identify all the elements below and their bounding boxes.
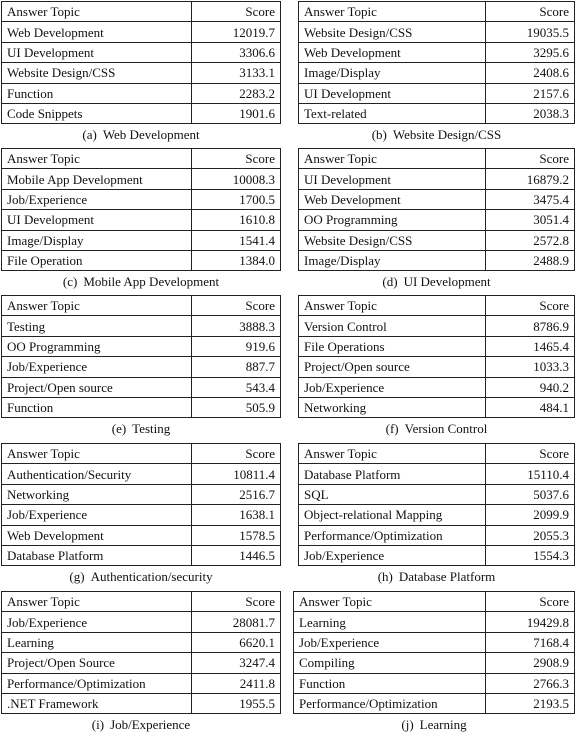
topic-table bbox=[1, 148, 281, 271]
topic-table bbox=[1, 1, 281, 124]
panel-i bbox=[1, 591, 281, 733]
table-row bbox=[2, 484, 281, 504]
cell-topic: Performance/Optimization bbox=[294, 693, 486, 713]
caption-title: Authentication/security bbox=[90, 569, 213, 585]
cell-score: 2099.9 bbox=[486, 505, 575, 525]
table-row bbox=[2, 336, 281, 356]
table-row bbox=[2, 464, 281, 484]
header-score: Score bbox=[192, 296, 281, 316]
header-answer-topic: Answer Topic bbox=[2, 2, 192, 22]
topic-table bbox=[298, 295, 575, 418]
cell-topic: UI Development bbox=[2, 210, 192, 230]
topic-table bbox=[298, 148, 575, 271]
cell-score: 2766.3 bbox=[486, 673, 575, 693]
cell-topic: Web Development bbox=[299, 189, 486, 209]
caption-title: Mobile App Development bbox=[83, 274, 220, 290]
table-row bbox=[2, 505, 281, 525]
table-row bbox=[299, 189, 575, 209]
cell-score: 887.7 bbox=[192, 357, 281, 377]
table-row bbox=[2, 397, 281, 417]
table-row bbox=[2, 210, 281, 230]
cell-score: 8786.9 bbox=[486, 316, 575, 336]
cell-topic: Job/Experience bbox=[299, 377, 486, 397]
cell-topic: Job/Experience bbox=[2, 505, 192, 525]
cell-score: 1554.3 bbox=[486, 545, 575, 565]
table-header-row bbox=[299, 296, 575, 316]
cell-score: 2411.8 bbox=[192, 673, 281, 693]
table-row bbox=[2, 169, 281, 189]
cell-topic: Job/Experience bbox=[299, 545, 486, 565]
header-answer-topic: Answer Topic bbox=[2, 296, 192, 316]
cell-topic: Image/Display bbox=[299, 63, 486, 83]
table-row bbox=[2, 632, 281, 652]
caption-label: (i) bbox=[91, 717, 105, 733]
cell-topic: Job/Experience bbox=[2, 357, 192, 377]
table-row bbox=[299, 397, 575, 417]
caption-title: Testing bbox=[132, 421, 171, 437]
cell-topic: Authentication/Security bbox=[2, 464, 192, 484]
topic-table bbox=[1, 295, 281, 418]
caption-title: Learning bbox=[419, 717, 467, 733]
header-score: Score bbox=[486, 444, 575, 464]
table-row bbox=[2, 103, 281, 123]
table-row bbox=[2, 377, 281, 397]
cell-topic: Project/Open Source bbox=[2, 653, 192, 673]
header-answer-topic: Answer Topic bbox=[294, 592, 486, 612]
table-row bbox=[294, 632, 575, 652]
header-answer-topic: Answer Topic bbox=[2, 444, 192, 464]
caption-label: (j) bbox=[401, 717, 414, 733]
cell-score: 1901.6 bbox=[192, 103, 281, 123]
topic-table bbox=[298, 443, 575, 566]
cell-score: 1700.5 bbox=[192, 189, 281, 209]
cell-score: 16879.2 bbox=[486, 169, 575, 189]
cell-score: 1033.3 bbox=[486, 357, 575, 377]
caption-title: UI Development bbox=[403, 274, 491, 290]
cell-score: 12019.7 bbox=[192, 22, 281, 42]
cell-topic: .NET Framework bbox=[2, 693, 192, 713]
cell-score: 3133.1 bbox=[192, 63, 281, 83]
topic-table bbox=[298, 1, 575, 124]
cell-topic: Mobile App Development bbox=[2, 169, 192, 189]
caption-label: (b) bbox=[371, 127, 387, 143]
cell-topic: Project/Open source bbox=[299, 357, 486, 377]
caption-label: (c) bbox=[62, 274, 78, 290]
table-row bbox=[299, 169, 575, 189]
cell-topic: UI Development bbox=[2, 42, 192, 62]
table-row bbox=[299, 63, 575, 83]
table-caption bbox=[1, 421, 281, 437]
panel-h bbox=[298, 443, 575, 585]
table-header-row bbox=[294, 592, 575, 612]
cell-topic: SQL bbox=[299, 484, 486, 504]
cell-score: 484.1 bbox=[486, 397, 575, 417]
caption-label: (e) bbox=[111, 421, 127, 437]
cell-score: 3051.4 bbox=[486, 210, 575, 230]
topic-table bbox=[293, 591, 575, 714]
cell-topic: Job/Experience bbox=[2, 189, 192, 209]
cell-score: 1446.5 bbox=[192, 545, 281, 565]
header-answer-topic: Answer Topic bbox=[299, 296, 486, 316]
cell-topic: File Operations bbox=[299, 336, 486, 356]
table-header-row bbox=[2, 592, 281, 612]
cell-topic: UI Development bbox=[299, 169, 486, 189]
table-row bbox=[2, 653, 281, 673]
table-row bbox=[299, 545, 575, 565]
cell-score: 3247.4 bbox=[192, 653, 281, 673]
cell-topic: Image/Display bbox=[299, 250, 486, 270]
cell-topic: Project/Open source bbox=[2, 377, 192, 397]
cell-score: 2516.7 bbox=[192, 484, 281, 504]
header-score: Score bbox=[486, 149, 575, 169]
table-header-row bbox=[2, 296, 281, 316]
cell-topic: Testing bbox=[2, 316, 192, 336]
panel-c bbox=[1, 148, 281, 290]
header-score: Score bbox=[192, 2, 281, 22]
panel-e bbox=[1, 295, 281, 437]
cell-topic: File Operation bbox=[2, 250, 192, 270]
table-row bbox=[2, 612, 281, 632]
header-answer-topic: Answer Topic bbox=[2, 149, 192, 169]
cell-score: 1578.5 bbox=[192, 525, 281, 545]
caption-title: Website Design/CSS bbox=[392, 127, 502, 143]
cell-topic: Website Design/CSS bbox=[2, 63, 192, 83]
cell-score: 2908.9 bbox=[486, 653, 575, 673]
cell-score: 2038.3 bbox=[486, 103, 575, 123]
cell-topic: Text-related bbox=[299, 103, 486, 123]
table-caption bbox=[298, 421, 575, 437]
cell-score: 3475.4 bbox=[486, 189, 575, 209]
cell-score: 1638.1 bbox=[192, 505, 281, 525]
cell-topic: Code Snippets bbox=[2, 103, 192, 123]
cell-topic: Learning bbox=[294, 612, 486, 632]
header-answer-topic: Answer Topic bbox=[299, 149, 486, 169]
table-row bbox=[2, 693, 281, 713]
header-answer-topic: Answer Topic bbox=[299, 2, 486, 22]
table-row bbox=[2, 42, 281, 62]
table-caption bbox=[293, 717, 575, 733]
cell-score: 15110.4 bbox=[486, 464, 575, 484]
cell-score: 2055.3 bbox=[486, 525, 575, 545]
table-row bbox=[294, 612, 575, 632]
table-caption bbox=[298, 274, 575, 290]
cell-score: 10008.3 bbox=[192, 169, 281, 189]
panel-b bbox=[298, 1, 575, 143]
table-row bbox=[299, 464, 575, 484]
cell-score: 7168.4 bbox=[486, 632, 575, 652]
table-row bbox=[299, 377, 575, 397]
header-score: Score bbox=[486, 2, 575, 22]
table-row bbox=[2, 63, 281, 83]
header-score: Score bbox=[486, 592, 575, 612]
table-row bbox=[299, 22, 575, 42]
cell-score: 19429.8 bbox=[486, 612, 575, 632]
table-row bbox=[299, 250, 575, 270]
cell-score: 919.6 bbox=[192, 336, 281, 356]
table-header-row bbox=[2, 2, 281, 22]
caption-title: Database Platform bbox=[398, 569, 496, 585]
table-row bbox=[299, 316, 575, 336]
table-caption bbox=[1, 717, 281, 733]
table-row bbox=[299, 484, 575, 504]
cell-topic: Networking bbox=[299, 397, 486, 417]
cell-topic: Database Platform bbox=[299, 464, 486, 484]
cell-score: 2408.6 bbox=[486, 63, 575, 83]
caption-label: (f) bbox=[385, 421, 399, 437]
caption-title: Version Control bbox=[404, 421, 488, 437]
header-score: Score bbox=[486, 296, 575, 316]
cell-topic: Learning bbox=[2, 632, 192, 652]
header-score: Score bbox=[192, 149, 281, 169]
caption-title: Web Development bbox=[102, 127, 200, 143]
cell-score: 1384.0 bbox=[192, 250, 281, 270]
cell-topic: Networking bbox=[2, 484, 192, 504]
cell-score: 3306.6 bbox=[192, 42, 281, 62]
cell-score: 3295.6 bbox=[486, 42, 575, 62]
table-header-row bbox=[299, 2, 575, 22]
cell-score: 5037.6 bbox=[486, 484, 575, 504]
cell-score: 1955.5 bbox=[192, 693, 281, 713]
header-answer-topic: Answer Topic bbox=[299, 444, 486, 464]
cell-score: 940.2 bbox=[486, 377, 575, 397]
header-score: Score bbox=[192, 592, 281, 612]
cell-topic: Job/Experience bbox=[294, 632, 486, 652]
cell-score: 1465.4 bbox=[486, 336, 575, 356]
cell-score: 1541.4 bbox=[192, 230, 281, 250]
panel-j bbox=[293, 591, 575, 733]
cell-topic: Function bbox=[2, 397, 192, 417]
table-row bbox=[299, 505, 575, 525]
cell-topic: Database Platform bbox=[2, 545, 192, 565]
table-row bbox=[294, 693, 575, 713]
cell-topic: Web Development bbox=[2, 525, 192, 545]
table-header-row bbox=[299, 444, 575, 464]
table-row bbox=[299, 357, 575, 377]
table-row bbox=[2, 22, 281, 42]
cell-score: 10811.4 bbox=[192, 464, 281, 484]
table-row bbox=[2, 357, 281, 377]
cell-score: 2193.5 bbox=[486, 693, 575, 713]
table-row bbox=[2, 545, 281, 565]
header-answer-topic: Answer Topic bbox=[2, 592, 192, 612]
table-row bbox=[2, 673, 281, 693]
cell-score: 2488.9 bbox=[486, 250, 575, 270]
table-caption bbox=[1, 569, 281, 585]
cell-score: 2157.6 bbox=[486, 83, 575, 103]
cell-score: 1610.8 bbox=[192, 210, 281, 230]
table-header-row bbox=[299, 149, 575, 169]
table-row bbox=[2, 525, 281, 545]
table-row bbox=[294, 653, 575, 673]
caption-label: (g) bbox=[69, 569, 85, 585]
panel-f bbox=[298, 295, 575, 437]
cell-topic: UI Development bbox=[299, 83, 486, 103]
table-caption bbox=[298, 127, 575, 143]
cell-topic: Web Development bbox=[299, 42, 486, 62]
topic-table bbox=[1, 591, 281, 714]
cell-topic: Web Development bbox=[2, 22, 192, 42]
cell-topic: Website Design/CSS bbox=[299, 230, 486, 250]
cell-score: 2283.2 bbox=[192, 83, 281, 103]
table-caption bbox=[1, 127, 281, 143]
table-row bbox=[299, 83, 575, 103]
table-row bbox=[299, 42, 575, 62]
panel-a bbox=[1, 1, 281, 143]
table-row bbox=[294, 673, 575, 693]
table-row bbox=[2, 316, 281, 336]
table-row bbox=[299, 103, 575, 123]
table-row bbox=[2, 189, 281, 209]
table-row bbox=[2, 83, 281, 103]
cell-score: 3888.3 bbox=[192, 316, 281, 336]
cell-topic: Website Design/CSS bbox=[299, 22, 486, 42]
cell-score: 19035.5 bbox=[486, 22, 575, 42]
cell-score: 2572.8 bbox=[486, 230, 575, 250]
cell-topic: OO Programming bbox=[2, 336, 192, 356]
caption-title: Job/Experience bbox=[110, 717, 191, 733]
cell-topic: Performance/Optimization bbox=[299, 525, 486, 545]
cell-topic: Performance/Optimization bbox=[2, 673, 192, 693]
cell-topic: Function bbox=[2, 83, 192, 103]
cell-topic: Job/Experience bbox=[2, 612, 192, 632]
table-row bbox=[2, 230, 281, 250]
panel-d bbox=[298, 148, 575, 290]
caption-label: (h) bbox=[377, 569, 393, 585]
table-row bbox=[299, 210, 575, 230]
table-caption bbox=[298, 569, 575, 585]
cell-topic: Image/Display bbox=[2, 230, 192, 250]
table-header-row bbox=[2, 149, 281, 169]
topic-table bbox=[1, 443, 281, 566]
panel-g bbox=[1, 443, 281, 585]
header-score: Score bbox=[192, 444, 281, 464]
cell-topic: Compiling bbox=[294, 653, 486, 673]
cell-score: 543.4 bbox=[192, 377, 281, 397]
cell-topic: OO Programming bbox=[299, 210, 486, 230]
cell-topic: Function bbox=[294, 673, 486, 693]
table-row bbox=[299, 525, 575, 545]
table-header-row bbox=[2, 444, 281, 464]
cell-score: 6620.1 bbox=[192, 632, 281, 652]
table-row bbox=[299, 336, 575, 356]
table-caption bbox=[1, 274, 281, 290]
table-row bbox=[2, 250, 281, 270]
cell-topic: Object-relational Mapping bbox=[299, 505, 486, 525]
caption-label: (d) bbox=[382, 274, 398, 290]
cell-score: 505.9 bbox=[192, 397, 281, 417]
cell-score: 28081.7 bbox=[192, 612, 281, 632]
cell-topic: Version Control bbox=[299, 316, 486, 336]
table-row bbox=[299, 230, 575, 250]
caption-label: (a) bbox=[82, 127, 97, 143]
